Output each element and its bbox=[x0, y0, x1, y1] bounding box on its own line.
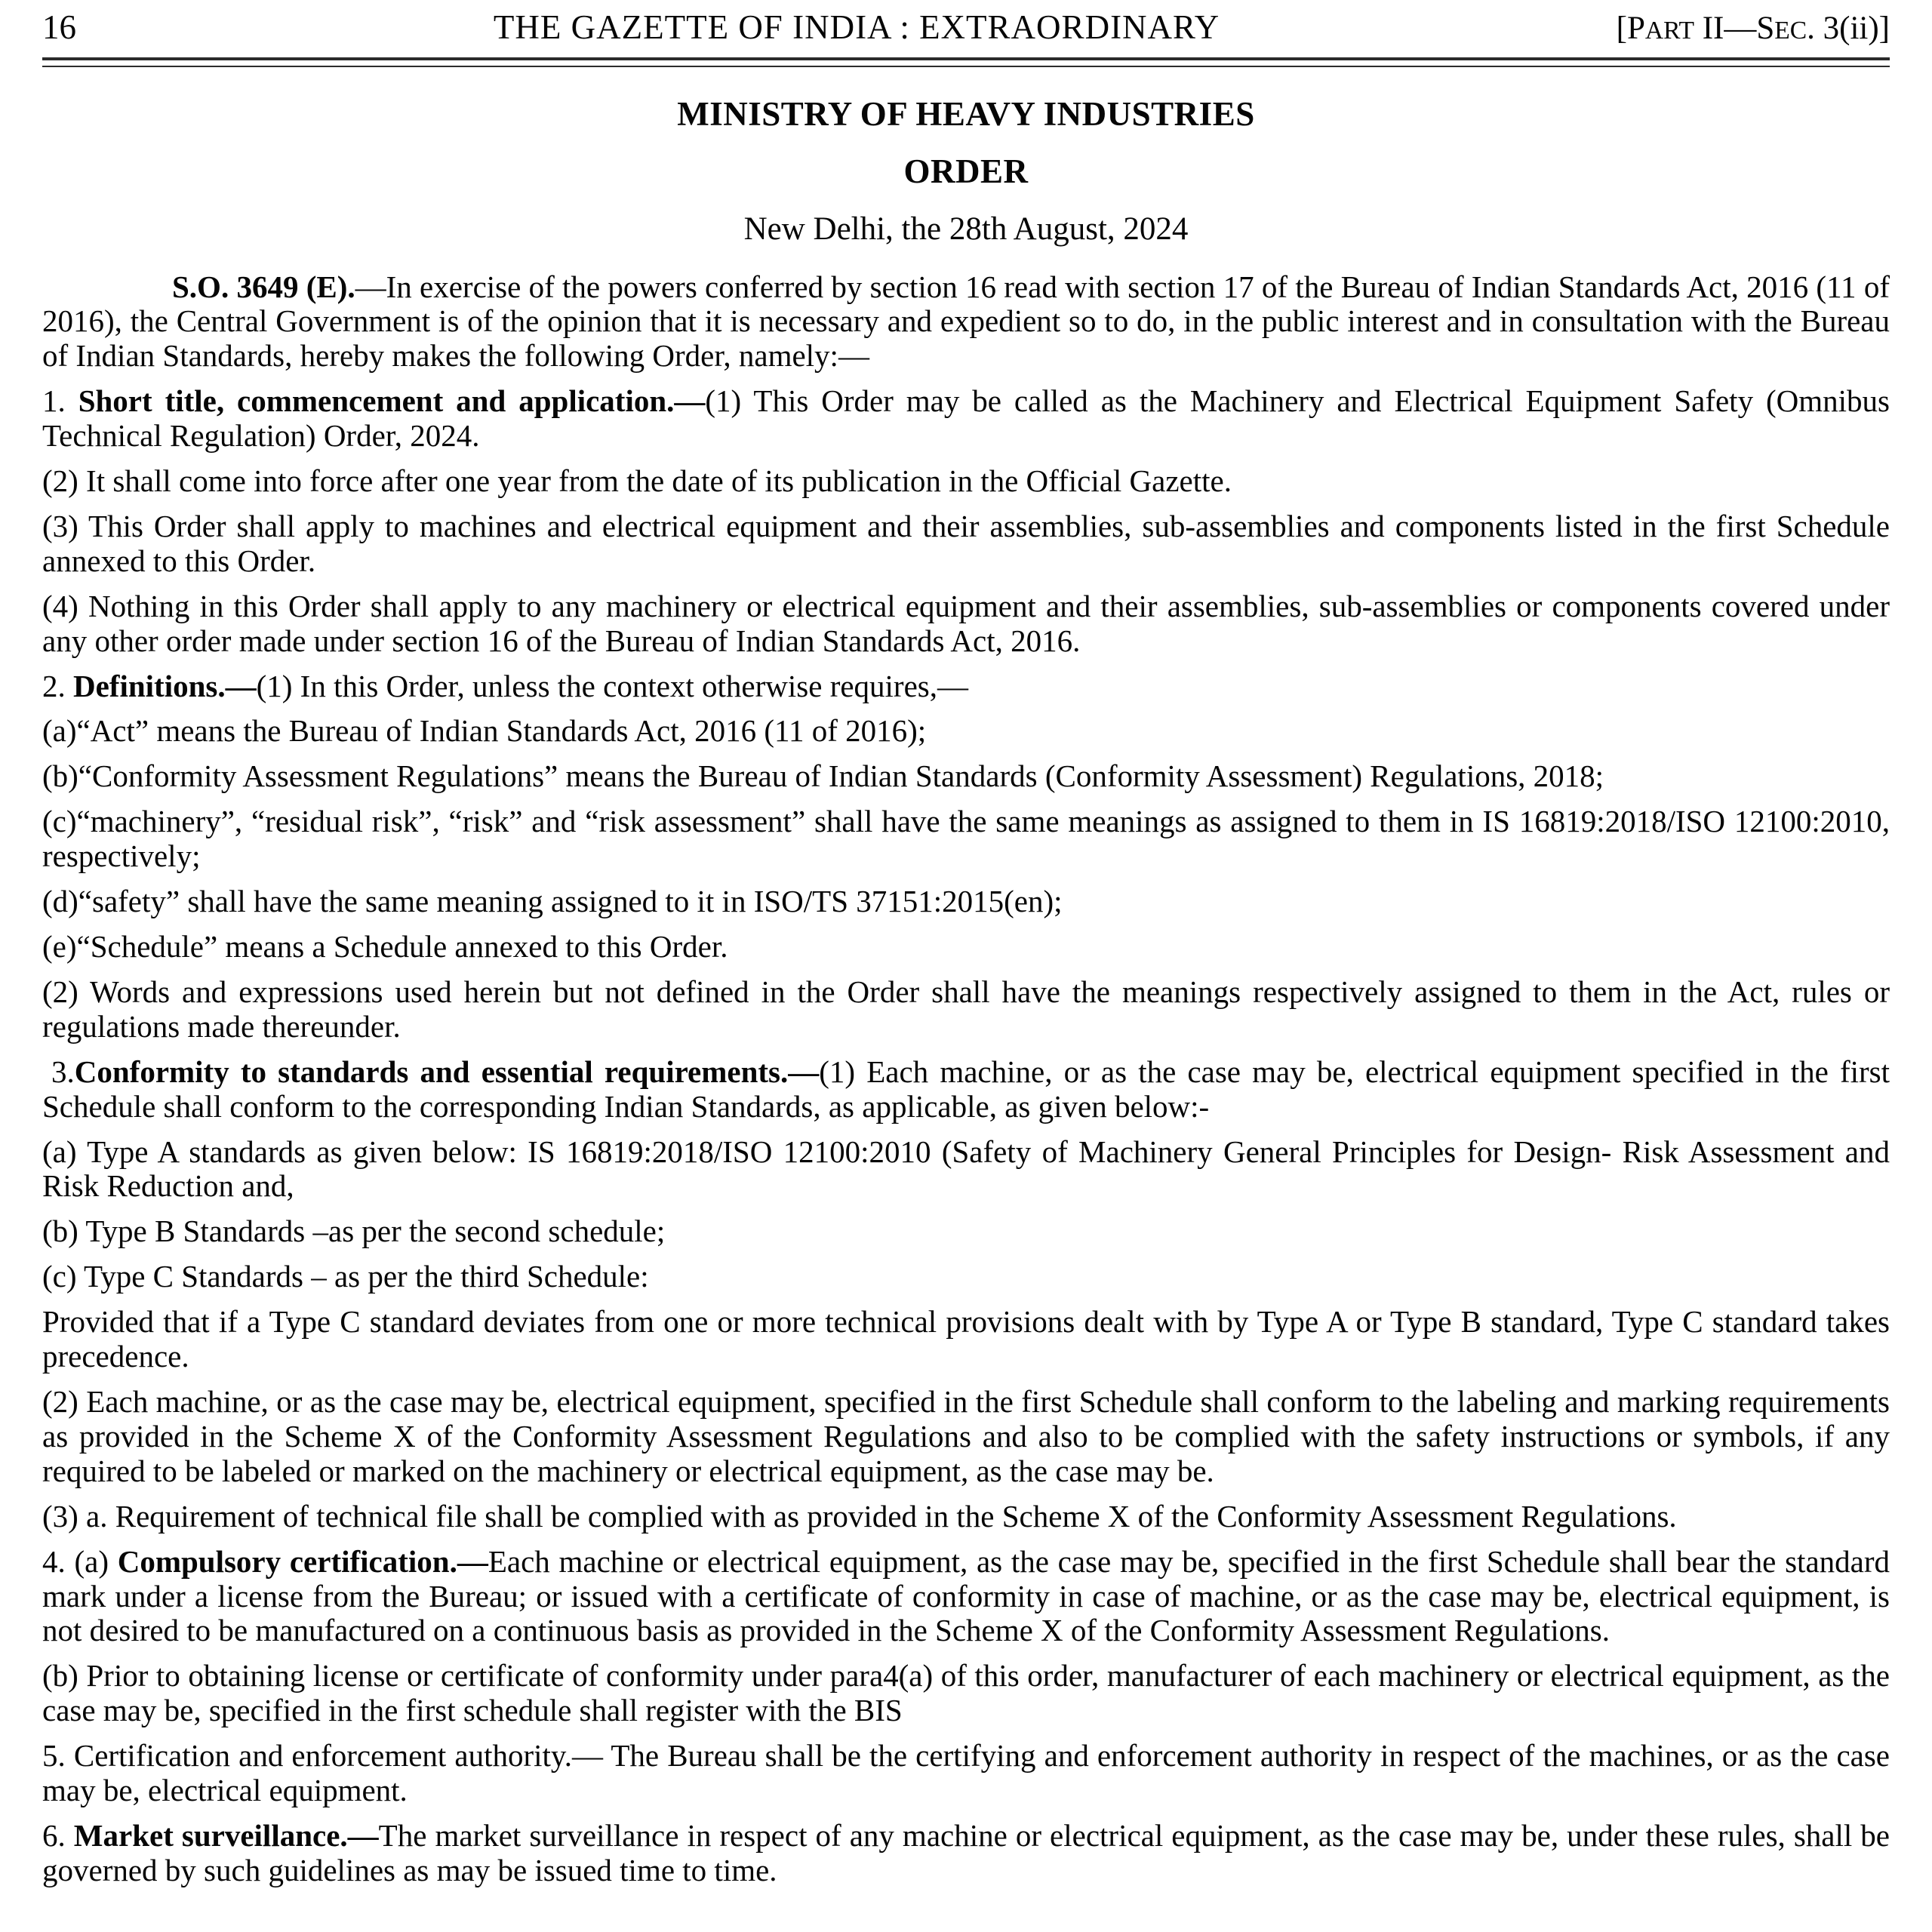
paragraph bbox=[42, 975, 1890, 1044]
text-run: (d)“safety” shall have the same meaning assigned to it in ISO/TS 37151:2015(en); bbox=[42, 884, 1063, 919]
text-run: Each machine or electrical equipment, as the case may be, specified in the first Schedule shall bear the standard mark under a license from the Bureau; or issued with a certificate of conformity in case of machine, or as the case may be, electrical equipment, is not desired to be manufactured on a continuous basis as provided in the Scheme X of the Conformity Assessment Regulations. bbox=[42, 1543, 1890, 1648]
text-run: (b)“Conformity Assessment Regulations” means the Bureau of Indian Standards (Conformity Assessment) Regulations, 2018; bbox=[42, 758, 1604, 794]
text-run: Provided that if a Type C standard deviates from one or more technical provisions dealt with by Type A or Type B standard, Type C standard takes precedence. bbox=[42, 1304, 1890, 1374]
text-run: (c) Type C Standards – as per the third Schedule: bbox=[42, 1259, 649, 1294]
text-run: (e)“Schedule” means a Schedule annexed to this Order. bbox=[42, 929, 728, 964]
text-run: (2) Words and expressions used herein but not defined in the Order shall have the meanings respectively assigned to them in the Act, rules or regulations made thereunder. bbox=[42, 974, 1890, 1044]
order-heading: ORDER bbox=[903, 152, 1029, 190]
text-run: (b) Type B Standards –as per the second schedule; bbox=[42, 1214, 666, 1249]
paragraph bbox=[42, 589, 1890, 659]
ministry-heading: MINISTRY OF HEAVY INDUSTRIES bbox=[677, 94, 1255, 133]
bold-text-run: Compulsory certification.— bbox=[117, 1543, 488, 1579]
paragraph bbox=[42, 669, 1890, 704]
paragraph bbox=[42, 759, 1890, 794]
paragraph bbox=[42, 1135, 1890, 1204]
paragraph bbox=[42, 1055, 1890, 1124]
paragraph bbox=[42, 884, 1890, 919]
paragraph bbox=[42, 270, 1890, 374]
order-document bbox=[42, 94, 1890, 1888]
text-run: The market surveillance in respect of any machine or electrical equipment, as the case may be, under these rules, shall be governed by such guidelines as may be issued time to time. bbox=[42, 1817, 1890, 1887]
order-paragraphs bbox=[42, 270, 1890, 1888]
text-run: 3. bbox=[51, 1054, 75, 1089]
paragraph bbox=[42, 1739, 1890, 1808]
text-run: —In exercise of the powers conferred by section 16 read with section 17 of the Bureau of Indian Standards Act, 2016 (11 of 2016), the Central Government is of the opinion that it is necessary and expedient so to do, in the public interest and in consultation with the Bureau of Indian Standards, hereby makes the following Order, namely:— bbox=[42, 269, 1890, 374]
part-section-reference bbox=[1512, 11, 1890, 46]
paragraph bbox=[42, 714, 1890, 749]
paragraph bbox=[42, 384, 1890, 454]
text-run: (4) Nothing in this Order shall apply to any machinery or electrical equipment and their assemblies, sub-assemblies or components covered under any other order made under section 16 of the Bureau of Indian Standards Act, 2016. bbox=[42, 588, 1890, 658]
paragraph bbox=[42, 804, 1890, 874]
text-run: (2) It shall come into force after one year from the date of its publication in the Official Gazette. bbox=[42, 463, 1232, 499]
bold-text-run: Definitions.— bbox=[73, 668, 257, 703]
paragraph bbox=[42, 1385, 1890, 1489]
page-number: 16 bbox=[42, 8, 76, 46]
paragraph bbox=[42, 1214, 1890, 1249]
part-ref-text: . 3(ii)] bbox=[1807, 11, 1890, 46]
paragraph bbox=[42, 1305, 1890, 1374]
paragraph bbox=[42, 1500, 1890, 1534]
gazette-title: THE GAZETTE OF INDIA : EXTRAORDINARY bbox=[493, 8, 1220, 46]
text-run: (1) In this Order, unless the context otherwise requires,— bbox=[256, 668, 968, 703]
text-run: (3) This Order shall apply to machines and electrical equipment and their assemblies, sub-assemblies and components listed in the first Schedule annexed to this Order. bbox=[42, 508, 1890, 578]
text-run: (a) Type A standards as given below: IS 16819:2018/ISO 12100:2010 (Safety of Machinery General Principles for Design- Risk Assessment and Risk Reduction and, bbox=[42, 1134, 1890, 1204]
paragraph bbox=[42, 1260, 1890, 1294]
part-ref-smallcaps: ART bbox=[1644, 17, 1694, 45]
part-ref-text: [P bbox=[1616, 11, 1645, 46]
paragraph bbox=[42, 1819, 1890, 1888]
text-run: 6. bbox=[42, 1817, 74, 1853]
paragraph bbox=[42, 509, 1890, 579]
text-run: (3) a. Requirement of technical file shall be complied with as provided in the Scheme X of the Conformity Assessment Regulations. bbox=[42, 1498, 1677, 1534]
bold-text-run: Market surveillance.— bbox=[73, 1817, 379, 1853]
paragraph bbox=[42, 1659, 1890, 1728]
text-run: (a)“Act” means the Bureau of Indian Standards Act, 2016 (11 of 2016); bbox=[42, 713, 927, 749]
bold-text-run: S.O. 3649 (E). bbox=[172, 269, 355, 304]
text-run: (c)“machinery”, “residual risk”, “risk” and “risk assessment” shall have the same meanings as assigned to them in IS 16819:2018/ISO 12100:2010, respectively; bbox=[42, 804, 1890, 874]
text-run: 4. (a) bbox=[42, 1543, 118, 1579]
bold-text-run: Conformity to standards and essential requirements.— bbox=[74, 1054, 820, 1089]
paragraph bbox=[42, 464, 1890, 499]
paragraph bbox=[42, 1545, 1890, 1649]
dateline: New Delhi, the 28th August, 2024 bbox=[743, 211, 1189, 247]
header-divider-double-rule bbox=[42, 57, 1890, 67]
paragraph bbox=[42, 930, 1890, 964]
part-ref-text: II—S bbox=[1694, 11, 1775, 46]
text-run: (1) This Order may be called as the Machinery and Electrical Equipment Safety (Omnibus Technical Regulation) Order, 2024. bbox=[42, 383, 1890, 454]
text-run: (1) Each machine, or as the case may be, electrical equipment specified in the first Schedule shall conform to the corresponding Indian Standards, as applicable, as given below:- bbox=[42, 1054, 1890, 1124]
text-run: 5. Certification and enforcement authority.— The Bureau shall be the certifying and enforcement authority in respect of the machines, or as the case may be, electrical equipment. bbox=[42, 1738, 1890, 1808]
text-run: 2. bbox=[42, 668, 73, 703]
page-header bbox=[42, 9, 1890, 47]
text-run: (b) Prior to obtaining license or certificate of conformity under para4(a) of this order, manufacturer of each machinery or electrical equipment, as the case may be, specified in the first schedule shall register with the BIS bbox=[42, 1658, 1890, 1728]
text-run: (2) Each machine, or as the case may be, electrical equipment, specified in the first Schedule shall conform to the labeling and marking requirements as provided in the Scheme X of the Conformity Assessment Regulations and also to be complied with the safety instructions or symbols, if any required to be labeled or marked on the machinery or electrical equipment, as the case may be. bbox=[42, 1383, 1890, 1488]
bold-text-run: Short title, commencement and application.— bbox=[78, 383, 706, 419]
part-ref-smallcaps: EC bbox=[1774, 17, 1807, 45]
text-run: 1. bbox=[42, 383, 78, 419]
